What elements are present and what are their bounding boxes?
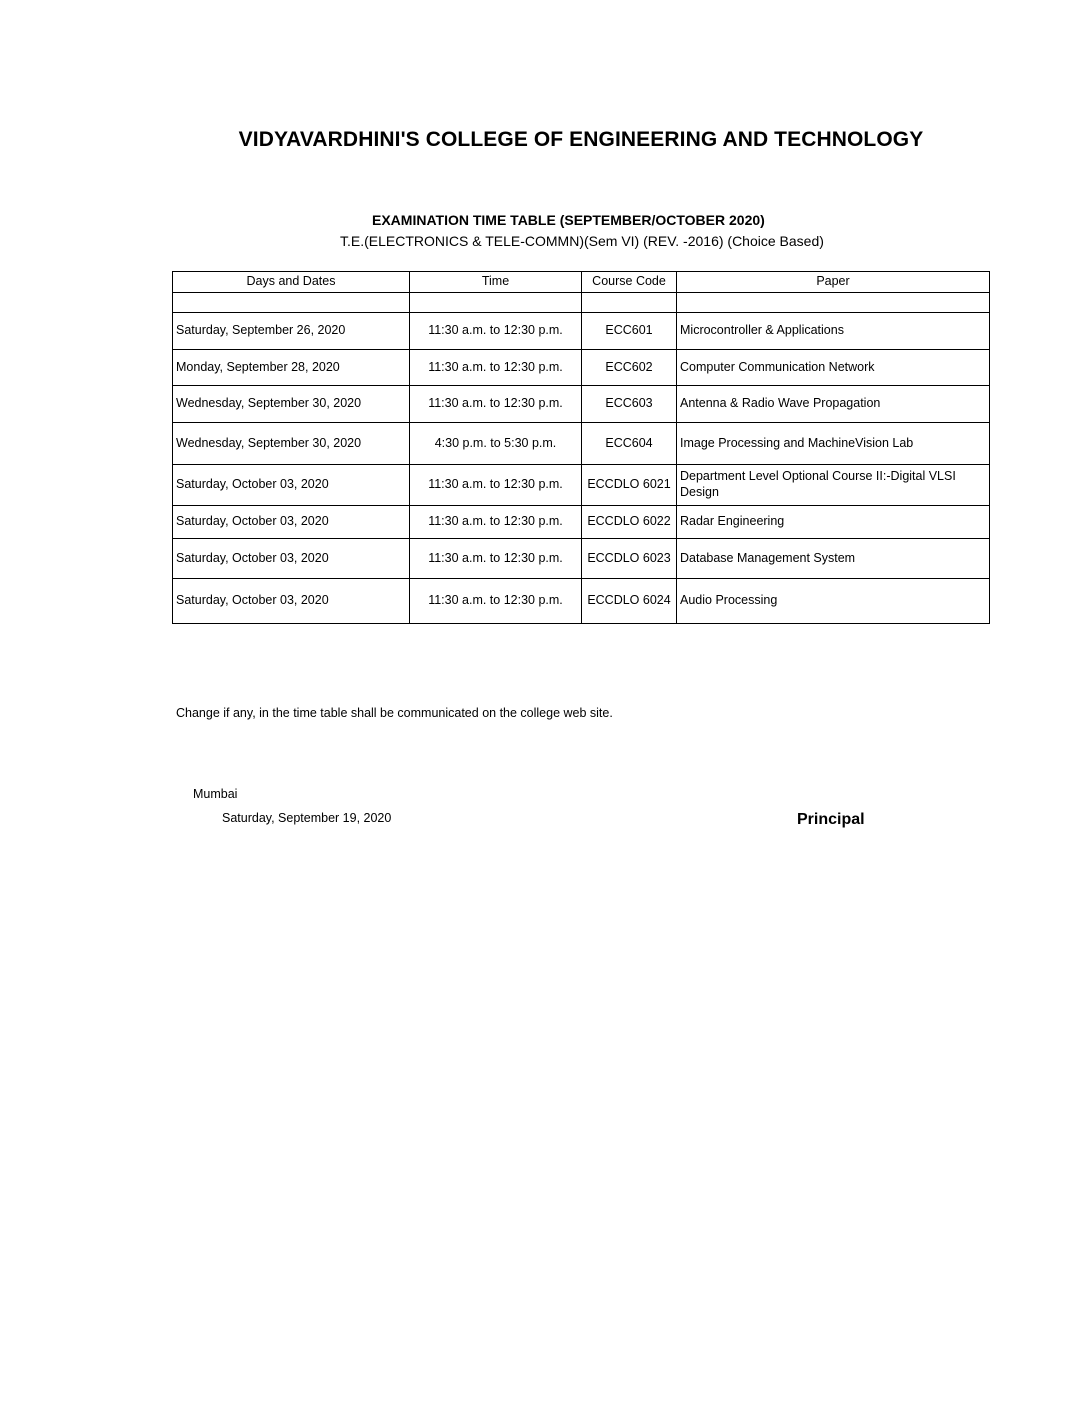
empty-cell [582, 293, 677, 313]
row-paper: Radar Engineering [677, 506, 990, 539]
header-paper: Paper [677, 272, 990, 293]
change-note: Change if any, in the time table shall be communicated on the college web site. [176, 706, 613, 720]
row-time: 11:30 a.m. to 12:30 p.m. [410, 465, 582, 506]
table-row [173, 313, 990, 350]
row-date: Saturday, September 26, 2020 [173, 313, 410, 350]
row-course-code: ECCDLO 6022 [582, 506, 677, 539]
table-row [173, 506, 990, 539]
table-row [173, 350, 990, 386]
row-paper: Audio Processing [677, 579, 990, 624]
header-time: Time [410, 272, 582, 293]
exam-subtitle: T.E.(ELECTRONICS & TELE-COMMN)(Sem VI) (REV. -2016) (Choice Based) [340, 233, 824, 249]
empty-cell [677, 293, 990, 313]
row-paper: Microcontroller & Applications [677, 313, 990, 350]
row-course-code: ECCDLO 6023 [582, 539, 677, 579]
table-header-row [173, 272, 990, 293]
row-date: Wednesday, September 30, 2020 [173, 386, 410, 423]
row-time: 11:30 a.m. to 12:30 p.m. [410, 350, 582, 386]
row-paper: Antenna & Radio Wave Propagation [677, 386, 990, 423]
row-paper: Image Processing and MachineVision Lab [677, 423, 990, 465]
row-time: 11:30 a.m. to 12:30 p.m. [410, 313, 582, 350]
row-time: 11:30 a.m. to 12:30 p.m. [410, 386, 582, 423]
row-time: 11:30 a.m. to 12:30 p.m. [410, 579, 582, 624]
table-row [173, 465, 990, 506]
table-row [173, 539, 990, 579]
row-course-code: ECC601 [582, 313, 677, 350]
row-date: Saturday, October 03, 2020 [173, 539, 410, 579]
row-course-code: ECCDLO 6021 [582, 465, 677, 506]
row-date: Saturday, October 03, 2020 [173, 465, 410, 506]
row-date: Saturday, October 03, 2020 [173, 579, 410, 624]
row-course-code: ECCDLO 6024 [582, 579, 677, 624]
row-time: 11:30 a.m. to 12:30 p.m. [410, 539, 582, 579]
college-name: VIDYAVARDHINI'S COLLEGE OF ENGINEERING AND TECHNOLOGY [238, 128, 924, 151]
empty-cell [173, 293, 410, 313]
row-course-code: ECC602 [582, 350, 677, 386]
row-date: Saturday, October 03, 2020 [173, 506, 410, 539]
row-paper: Computer Communication Network [677, 350, 990, 386]
table-row [173, 423, 990, 465]
row-paper: Department Level Optional Course II:-Digital VLSI Design [677, 465, 990, 506]
header-days-dates: Days and Dates [173, 272, 410, 293]
timetable [172, 271, 990, 624]
row-course-code: ECC604 [582, 423, 677, 465]
row-time: 4:30 p.m. to 5:30 p.m. [410, 423, 582, 465]
empty-cell [410, 293, 582, 313]
row-paper: Database Management System [677, 539, 990, 579]
empty-row [173, 293, 990, 313]
row-time: 11:30 a.m. to 12:30 p.m. [410, 506, 582, 539]
signatory: Principal [797, 811, 865, 828]
row-date: Wednesday, September 30, 2020 [173, 423, 410, 465]
row-course-code: ECC603 [582, 386, 677, 423]
place: Mumbai [193, 787, 238, 801]
signed-date: Saturday, September 19, 2020 [222, 811, 392, 825]
header-course-code: Course Code [582, 272, 677, 293]
exam-title: EXAMINATION TIME TABLE (SEPTEMBER/OCTOBER 2020) [372, 212, 765, 228]
table-row [173, 386, 990, 423]
row-date: Monday, September 28, 2020 [173, 350, 410, 386]
table-row [173, 579, 990, 624]
